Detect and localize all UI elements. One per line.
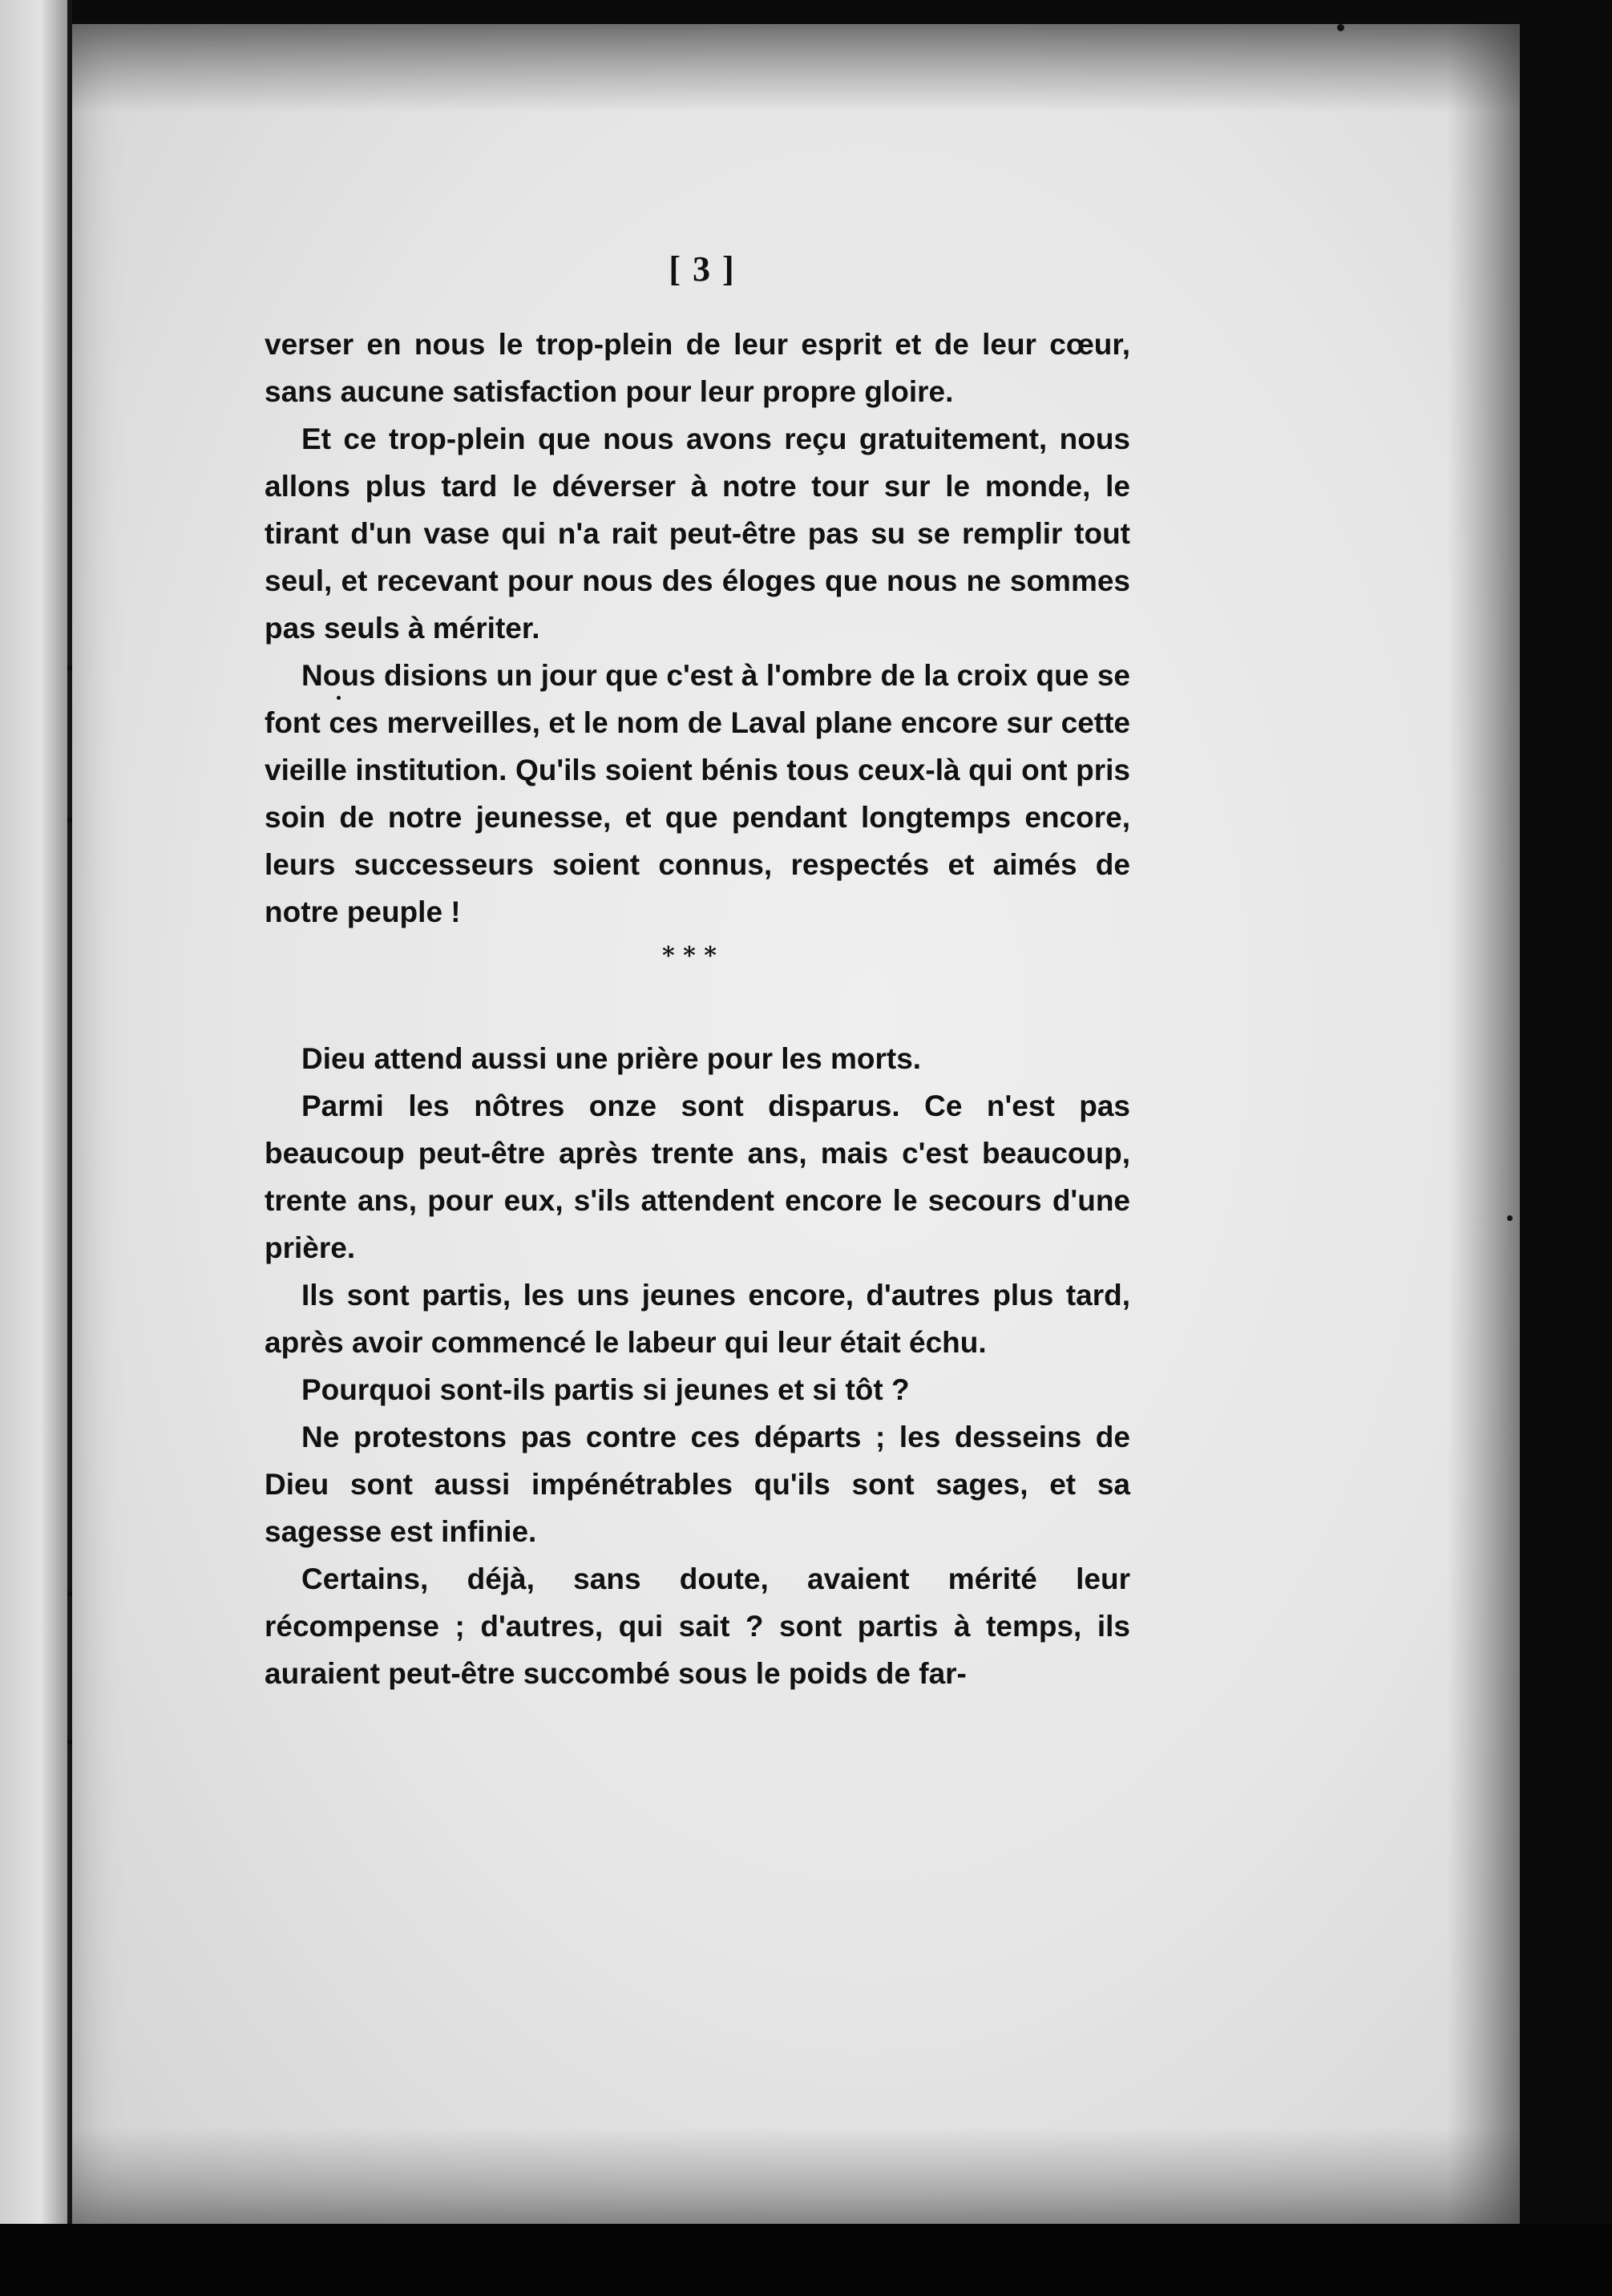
facing-page-edge [0,0,67,2296]
paragraph: Certains, déjà, sans doute, avaient mérité leur récompense ; d'autres, qui sait ? sont partis à temps, ils auraient peut-être succombé sous le poids de far- [265,1562,1130,1690]
page-shadow-right [1448,24,1520,2224]
paragraph: verser en nous le trop-plein de leur esprit et de leur cœur, sans aucune satisfaction pour leur propre gloire. [265,328,1130,408]
page-shadow-bottom [72,2128,1520,2224]
paragraph: Nous disions un jour que c'est à l'ombre de la croix que se font ces merveilles, et le nom de Laval plane encore sur cette vieille institution. Qu'ils soient bénis tous ceux-là qui ont pris soin de notre jeunesse, et que pendant longtemps encore, leurs successeurs soient connus, respectés et aimés de notre peuple ! [265,659,1130,928]
dust-speck [1507,1215,1513,1221]
paragraph: Et ce trop-plein que nous avons reçu gratuitement, nous allons plus tard le déverser à notre tour sur le monde, le tirant d'un vase qui n'a rait peut-être pas su se remplir tout seul, et recevant pour nous des éloges que nous ne sommes pas seuls à mériter. [265,422,1130,645]
scan-border-bottom [0,2224,1612,2296]
paragraph: Dieu attend aussi une prière pour les morts. [301,1042,922,1075]
paragraph: Ne protestons pas contre ces départs ; les desseins de Dieu sont aussi impénétrables qu'ils sont sages, et sa sagesse est infinie. [265,1421,1130,1548]
page-shadow-top [72,24,1520,112]
dust-speck [337,696,341,700]
paragraph: Ils sont partis, les uns jeunes encore, d'autres plus tard, après avoir commencé le labeur qui leur était échu. [265,1279,1130,1359]
paragraph: Pourquoi sont-ils partis si jeunes et si tôt ? [301,1373,910,1406]
section-separator: * * * [662,942,717,970]
page-number: [ 3 ] [669,249,736,289]
body-text [265,321,1130,1697]
dust-speck [1337,24,1344,31]
paragraph: Parmi les nôtres onze sont disparus. Ce n'est pas beaucoup peut-être après trente ans, mais c'est beaucoup, trente ans, pour eux, s'ils attendent encore le secours d'une prière. [265,1089,1130,1264]
